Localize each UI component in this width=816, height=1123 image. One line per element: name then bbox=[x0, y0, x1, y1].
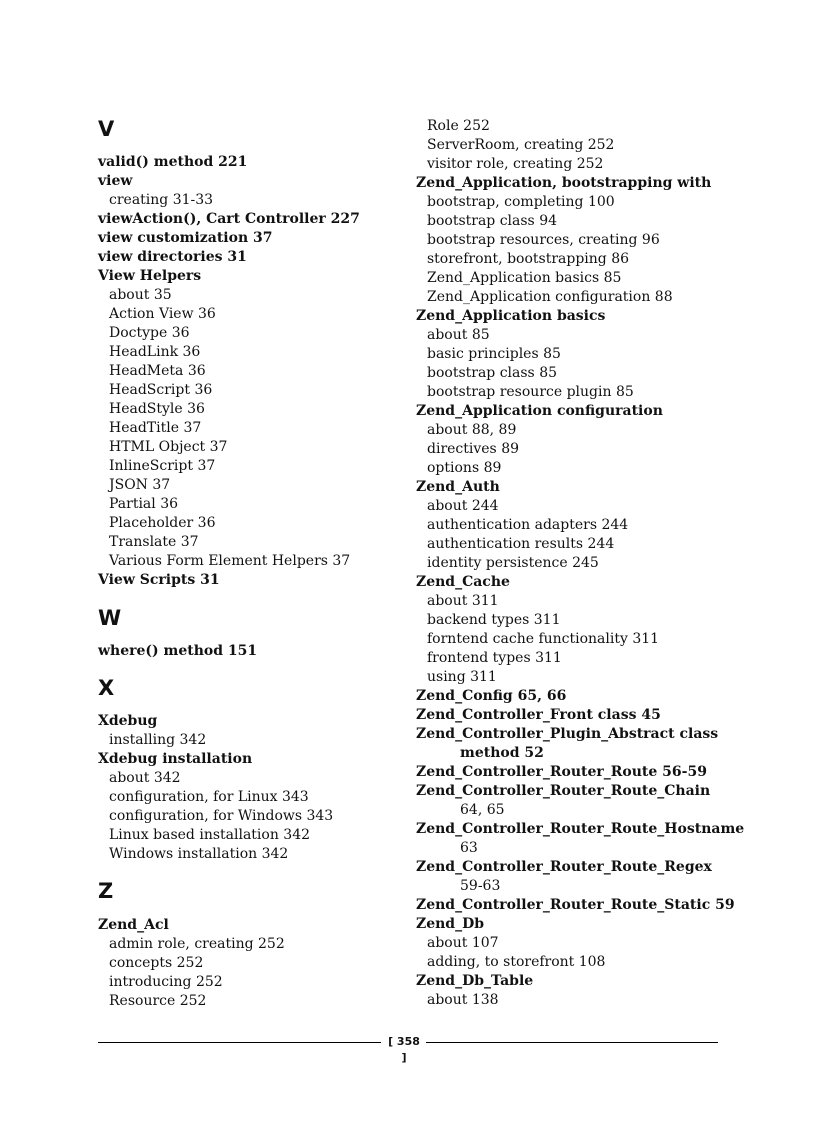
footer-rule-left bbox=[98, 1042, 381, 1043]
index-subentry: bootstrap, completing 100 bbox=[427, 194, 615, 210]
index-subentry: about 88, 89 bbox=[427, 422, 517, 438]
index-entry-continuation: 64, 65 bbox=[460, 802, 505, 818]
index-subentry: HeadTitle 37 bbox=[109, 420, 202, 436]
index-entry: Zend_Db bbox=[416, 916, 485, 932]
index-subentry: Windows installation 342 bbox=[109, 846, 289, 862]
index-subentry: Doctype 36 bbox=[109, 325, 190, 341]
index-entry: Zend_Cache bbox=[416, 574, 510, 590]
index-entry-continuation: 63 bbox=[460, 840, 478, 856]
index-entry: Zend_Controller_Router_Route 56-59 bbox=[416, 764, 707, 780]
index-letter-heading: X bbox=[98, 676, 115, 700]
index-entry: Xdebug bbox=[98, 713, 158, 729]
index-subentry: adding, to storefront 108 bbox=[427, 954, 606, 970]
page-footer bbox=[98, 1034, 718, 1064]
index-subentry: concepts 252 bbox=[109, 955, 204, 971]
index-entry: Xdebug installation bbox=[98, 751, 253, 767]
index-entry: view bbox=[98, 173, 133, 189]
index-subentry: Zend_Application configuration 88 bbox=[427, 289, 673, 305]
index-entry: Zend_Db_Table bbox=[416, 973, 534, 989]
index-subentry: HeadStyle 36 bbox=[109, 401, 205, 417]
index-subentry: Role 252 bbox=[427, 118, 490, 134]
index-subentry: InlineScript 37 bbox=[109, 458, 216, 474]
index-letter-heading: V bbox=[98, 117, 115, 141]
footer-rule-right bbox=[426, 1042, 718, 1043]
index-subentry: about 311 bbox=[427, 593, 499, 609]
index-subentry: Zend_Application basics 85 bbox=[427, 270, 622, 286]
index-entry: View Helpers bbox=[98, 268, 202, 284]
index-entry: Zend_Application configuration bbox=[416, 403, 663, 419]
index-subentry: configuration, for Linux 343 bbox=[109, 789, 309, 805]
index-subentry: admin role, creating 252 bbox=[109, 936, 285, 952]
index-entry: valid() method 221 bbox=[98, 154, 248, 170]
page-number: [ 358 ] bbox=[388, 1035, 420, 1064]
index-entry: Zend_Config 65, 66 bbox=[416, 688, 567, 704]
index-subentry: about 244 bbox=[427, 498, 499, 514]
index-entry: Zend_Controller_Plugin_Abstract class bbox=[416, 726, 719, 742]
index-subentry: bootstrap resources, creating 96 bbox=[427, 232, 660, 248]
index-letter-heading: Z bbox=[98, 879, 114, 903]
index-subentry: introducing 252 bbox=[109, 974, 223, 990]
index-subentry: JSON 37 bbox=[109, 477, 171, 493]
index-subentry: about 35 bbox=[109, 287, 172, 303]
index-subentry: bootstrap class 85 bbox=[427, 365, 558, 381]
index-subentry: about 107 bbox=[427, 935, 499, 951]
index-subentry: Placeholder 36 bbox=[109, 515, 216, 531]
index-subentry: frontend types 311 bbox=[427, 650, 562, 666]
index-subentry: Partial 36 bbox=[109, 496, 179, 512]
index-subentry: Translate 37 bbox=[109, 534, 199, 550]
index-subentry: about 138 bbox=[427, 992, 499, 1008]
index-subentry: using 311 bbox=[427, 669, 497, 685]
index-subentry: HTML Object 37 bbox=[109, 439, 228, 455]
index-entry: Zend_Controller_Router_Route_Chain bbox=[416, 783, 711, 799]
index-subentry: HeadLink 36 bbox=[109, 344, 201, 360]
index-entry: Zend_Auth bbox=[416, 479, 500, 495]
index-subentry: ServerRoom, creating 252 bbox=[427, 137, 615, 153]
index-subentry: authentication adapters 244 bbox=[427, 517, 629, 533]
index-subentry: HeadMeta 36 bbox=[109, 363, 206, 379]
index-subentry: creating 31-33 bbox=[109, 192, 214, 208]
index-subentry: configuration, for Windows 343 bbox=[109, 808, 334, 824]
index-entry: Zend_Application, bootstrapping with bbox=[416, 175, 712, 191]
index-entry: Zend_Application basics bbox=[416, 308, 606, 324]
index-subentry: directives 89 bbox=[427, 441, 520, 457]
index-subentry: about 342 bbox=[109, 770, 181, 786]
index-subentry: forntend cache functionality 311 bbox=[427, 631, 660, 647]
index-subentry: basic principles 85 bbox=[427, 346, 561, 362]
index-subentry: about 85 bbox=[427, 327, 490, 343]
index-subentry: bootstrap class 94 bbox=[427, 213, 558, 229]
index-subentry: Various Form Element Helpers 37 bbox=[109, 553, 351, 569]
index-entry: where() method 151 bbox=[98, 643, 258, 659]
index-subentry: installing 342 bbox=[109, 732, 207, 748]
index-entry: Zend_Controller_Router_Route_Hostname bbox=[416, 821, 745, 837]
index-subentry: backend types 311 bbox=[427, 612, 561, 628]
index-subentry: visitor role, creating 252 bbox=[427, 156, 604, 172]
index-subentry: Resource 252 bbox=[109, 993, 207, 1009]
index-subentry: identity persistence 245 bbox=[427, 555, 599, 571]
index-entry: Zend_Acl bbox=[98, 917, 169, 933]
index-entry: view directories 31 bbox=[98, 249, 247, 265]
index-subentry: storefront, bootstrapping 86 bbox=[427, 251, 630, 267]
index-subentry: bootstrap resource plugin 85 bbox=[427, 384, 634, 400]
index-entry: Zend_Controller_Front class 45 bbox=[416, 707, 661, 723]
index-subentry: options 89 bbox=[427, 460, 502, 476]
index-subentry: authentication results 244 bbox=[427, 536, 615, 552]
index-entry: Zend_Controller_Router_Route_Regex bbox=[416, 859, 712, 875]
index-subentry: HeadScript 36 bbox=[109, 382, 213, 398]
index-subentry: Linux based installation 342 bbox=[109, 827, 311, 843]
index-letter-heading: W bbox=[98, 606, 122, 630]
index-entry-continuation: 59-63 bbox=[460, 878, 501, 894]
index-entry: Zend_Controller_Router_Route_Static 59 bbox=[416, 897, 735, 913]
index-subentry: Action View 36 bbox=[109, 306, 216, 322]
index-entry: viewAction(), Cart Controller 227 bbox=[98, 211, 360, 227]
index-entry: View Scripts 31 bbox=[98, 572, 220, 588]
index-entry: view customization 37 bbox=[98, 230, 273, 246]
index-entry-continuation: method 52 bbox=[460, 745, 544, 761]
